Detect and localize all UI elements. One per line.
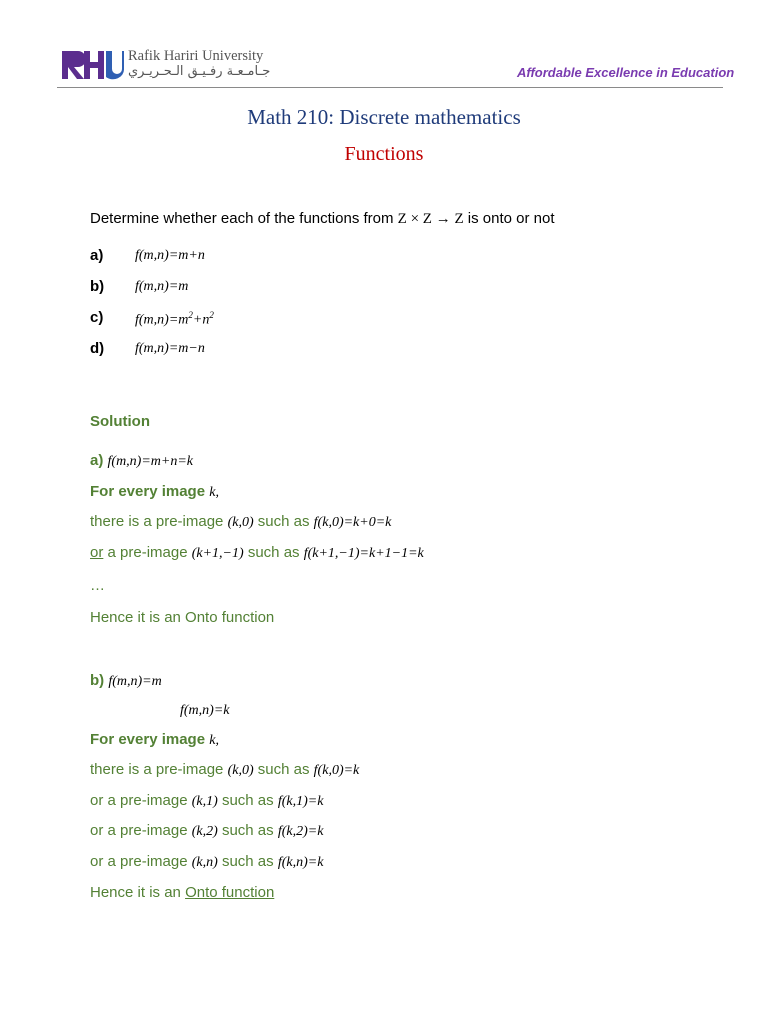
such-as-text: such as: [257, 513, 310, 530]
pre-image-math: (k,0): [227, 763, 254, 778]
item-label-c: c): [90, 309, 104, 326]
pre-image-equation: f(k+1,−1)=k+1−1=k: [303, 546, 424, 561]
solution-b-formula: f(m,n)=m: [108, 674, 162, 689]
or-pre-image-text: or a pre-image: [90, 822, 188, 839]
solution-b-every: [90, 731, 219, 749]
solution-b-formula2: f(m,n)=k: [180, 703, 230, 718]
such-as-text: such as: [221, 822, 274, 839]
such-as-text: such as: [221, 792, 274, 809]
solution-a-pre1: [90, 513, 391, 531]
solution-a-k: k,: [209, 485, 219, 500]
pre-image-equation: f(k,0)=k: [313, 763, 360, 778]
solution-a-pre2: [90, 544, 424, 562]
item-label-d: d): [90, 340, 105, 357]
question-text: [90, 210, 555, 228]
conclusion-prefix: Hence it is an: [90, 884, 181, 901]
pre-image-equation: f(k,2)=k: [277, 824, 324, 839]
such-as-text: such as: [247, 544, 300, 561]
header-divider: [57, 87, 723, 88]
solution-b-conclusion: [90, 884, 274, 901]
item-label-a: a): [90, 247, 104, 264]
pre-image-text: there is a pre-image: [90, 761, 224, 778]
solution-a-formula: f(m,n)=m+n=k: [107, 454, 194, 469]
solution-a-every: [90, 483, 219, 501]
pre-image-equation: f(k,0)=k+0=k: [313, 515, 392, 530]
formula-c-sup1: 2: [188, 310, 193, 320]
solution-a-label: a): [90, 452, 104, 469]
solution-b-label: b): [90, 672, 105, 689]
formula-c-sup2: 2: [209, 310, 214, 320]
rhu-logo: [62, 48, 124, 82]
pre-image-math: (k,2): [191, 824, 218, 839]
or-pre-image-text: or a pre-image: [90, 792, 188, 809]
university-name-en: Rafik Hariri University: [128, 48, 264, 64]
pre-image-math: (k+1,−1): [191, 546, 244, 561]
solution-b-pre4: [90, 853, 323, 871]
solution-a-conclusion: Hence it is an Onto function: [90, 609, 275, 626]
question-prefix: Determine whether each of the functions from: [90, 210, 398, 227]
course-title: Math 210: Discrete mathematics: [247, 105, 521, 129]
onto-function-link[interactable]: Onto function: [185, 884, 275, 901]
pre-image-equation: f(k,n)=k: [277, 855, 324, 870]
item-formula-b: f(m,n)=m: [135, 279, 189, 294]
or-pre-image-text: or a pre-image: [90, 853, 188, 870]
solution-a-line: [90, 452, 193, 470]
solution-b-line: [90, 672, 162, 690]
question-math: Z × Z → Z: [397, 211, 464, 227]
pre-image-equation: f(k,1)=k: [277, 794, 324, 809]
such-as-text: such as: [221, 853, 274, 870]
item-formula-a: f(m,n)=m+n: [135, 248, 205, 263]
solution-b-pre1: [90, 761, 359, 779]
university-name-ar: جـامـعـة رفـيـق الـحـريـري: [128, 64, 271, 79]
pre-image-math: (k,n): [191, 855, 218, 870]
pre-image-math: (k,1): [191, 794, 218, 809]
item-formula-d: f(m,n)=m−n: [135, 341, 205, 356]
solution-heading: Solution: [90, 413, 150, 430]
solution-a-ellipsis: …: [90, 577, 105, 594]
solution-b-pre3: [90, 822, 323, 840]
topic-title: Functions: [344, 143, 424, 165]
formula-c-base: f(m,n)=m: [135, 312, 189, 328]
or-text: or: [90, 544, 104, 561]
pre-image-text: there is a pre-image: [90, 513, 224, 530]
pre-image-text: a pre-image: [107, 544, 188, 561]
such-as-text: such as: [257, 761, 310, 778]
pre-image-math: (k,0): [227, 515, 254, 530]
item-formula-c: [135, 310, 214, 329]
solution-b-k: k,: [209, 733, 219, 748]
question-suffix: is onto or not: [463, 210, 555, 227]
solution-a-every-text: For every image: [90, 483, 206, 500]
tagline: Affordable Excellence in Education: [517, 65, 735, 80]
formula-c-mid: +n: [192, 312, 210, 328]
item-label-b: b): [90, 278, 105, 295]
solution-b-every-text: For every image: [90, 731, 206, 748]
solution-b-pre2: [90, 792, 323, 810]
